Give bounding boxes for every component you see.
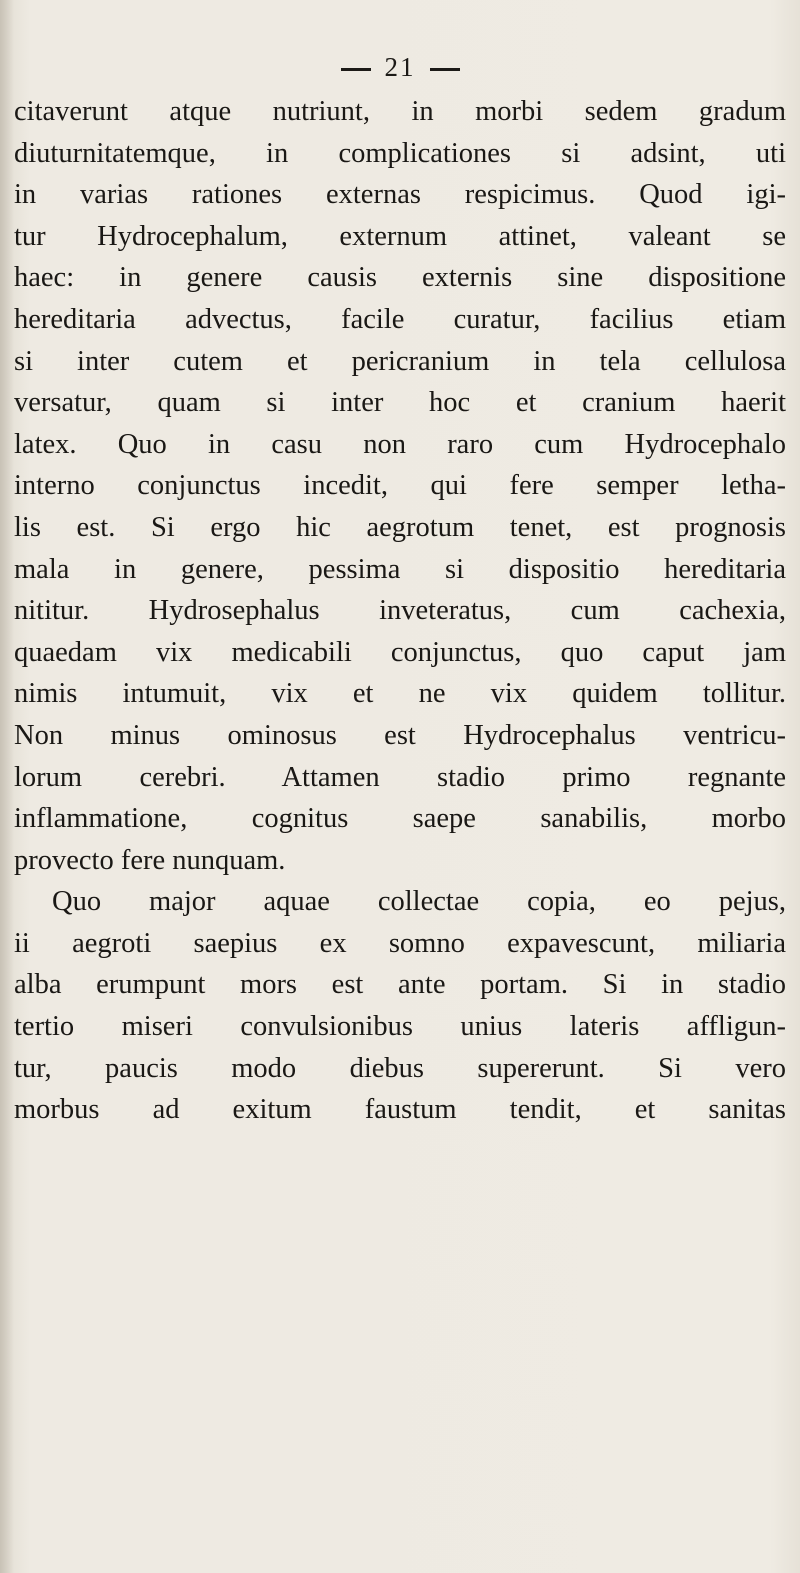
page-number-dash-right — [430, 68, 460, 71]
page-number — [0, 52, 800, 83]
text-line: lis est. Si ergo hic aegrotum tenet, est prognosis — [14, 511, 786, 543]
text-line: diuturnitatemque, in complicationes si adsint, uti — [14, 137, 786, 169]
text-line: ii aegroti saepius ex somno expavescunt, miliaria — [14, 927, 786, 959]
text-line-paragraph-end: provecto fere nunquam. — [14, 844, 286, 876]
text-line: nimis intumuit, vix et ne vix quidem tollitur. — [14, 678, 786, 710]
page-number-value: 21 — [384, 52, 416, 82]
text-line: interno conjunctus incedit, qui fere semper letha- — [14, 470, 786, 502]
text-line: mala in genere, pessima si dispositio hereditaria — [14, 553, 786, 585]
text-line: latex. Quo in casu non raro cum Hydrocephalo — [14, 428, 786, 460]
page-number-dash-left — [341, 68, 371, 71]
text-line: lorum cerebri. Attamen stadio primo regnante — [14, 761, 786, 793]
text-line: alba erumpunt mors est ante portam. Si in stadio — [14, 969, 786, 1001]
text-line: Non minus ominosus est Hydrocephalus ventricu- — [14, 719, 786, 751]
text-line: citaverunt atque nutriunt, in morbi sedem gradum — [14, 96, 786, 127]
text-line: tur Hydrocephalum, externum attinet, valeant se — [14, 220, 786, 252]
text-line: nititur. Hydrosephalus inveteratus, cum cachexia, — [14, 595, 786, 627]
body-text — [14, 91, 786, 1131]
text-line: haec: in genere causis externis sine dispositione — [14, 262, 786, 294]
text-line: hereditaria advectus, facile curatur, facilius etiam — [14, 303, 786, 335]
text-line: inflammatione, cognitus saepe sanabilis, morbo — [14, 803, 786, 835]
text-line: tur, paucis modo diebus supererunt. Si vero — [14, 1052, 786, 1084]
text-line: versatur, quam si inter hoc et cranium haerit — [14, 387, 786, 419]
text-line: tertio miseri convulsionibus unius lateris affligun- — [14, 1011, 786, 1043]
text-line: quaedam vix medicabili conjunctus, quo caput jam — [14, 636, 786, 668]
page-gutter-shadow — [0, 0, 14, 1573]
text-line-paragraph-start: Quo major aquae collectae copia, eo pejus, — [52, 886, 786, 918]
text-line: in varias rationes externas respicimus. Quod igi- — [14, 179, 786, 211]
text-line: si inter cutem et pericranium in tela cellulosa — [14, 345, 786, 377]
text-line: morbus ad exitum faustum tendit, et sanitas — [14, 1094, 786, 1126]
